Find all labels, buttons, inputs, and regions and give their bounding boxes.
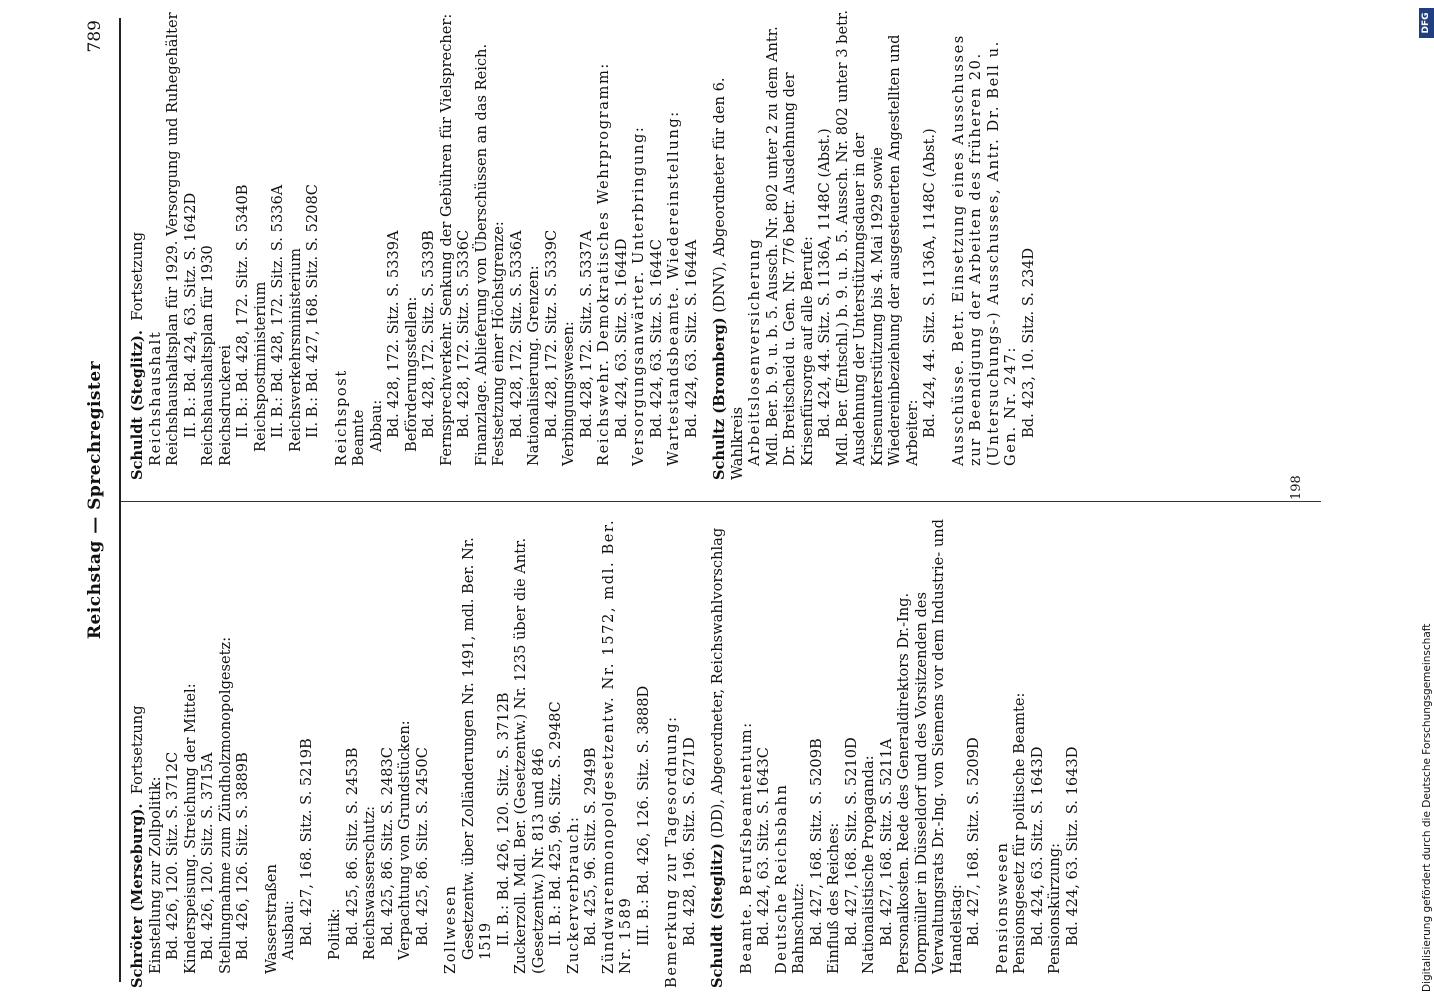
register-entry: Pensionswesen bbox=[993, 841, 1011, 974]
register-entry: Pensionskürzung: bbox=[1046, 843, 1063, 974]
register-entry: Wasserstraßen bbox=[262, 864, 280, 974]
speaker-name: Schuldt (Steglitz) bbox=[709, 843, 726, 988]
speaker-entry: Schröter (Merseburg). Fortsetzung bbox=[129, 705, 146, 988]
speaker-name: Schultz (Bromberg) bbox=[711, 317, 728, 480]
page-title: Reichstag — Sprechregister bbox=[85, 360, 105, 640]
register-entry: Fernsprechverkehr. Senkung der Gebühren für Vielsprecher: bbox=[437, 13, 455, 466]
register-entry: Bd. 428, 172. Sitz. S. 5339C bbox=[542, 229, 560, 438]
register-entry: Bd. 428, 172. Sitz. S. 5336A bbox=[507, 230, 525, 438]
register-entry: Personalkosten. Rede des Generaldirektors Dr.-Ing. Dorpmüller in Düsseldorf und des Vorsitzenden des Verwaltungsrats Dr.-Ing. von Siemens vor dem Industrie- und Handelstag: bbox=[895, 514, 965, 974]
register-entry: Bd. 424, 63. Sitz. S. 1644D bbox=[612, 238, 630, 438]
register-entry: Bd. 428, 196. Sitz. S. 6271D bbox=[680, 737, 698, 946]
register-entry: Bd. 425, 86. Sitz. S. 2483C bbox=[378, 747, 396, 946]
register-entry: II. B.: Bd. 424, 63. Sitz. S. 1642D bbox=[181, 192, 199, 438]
register-entry: III. B.: Bd. 426, 126. Sitz. S. 3888D bbox=[634, 685, 652, 946]
register-entry: Bemerkung zur Tagesordnung: bbox=[663, 715, 680, 988]
register-entry: Bd. 424, 63. Sitz. S. 1644C bbox=[647, 239, 665, 438]
register-entry: Bd. 428, 172. Sitz. S. 5339A bbox=[385, 230, 402, 438]
register-entry: Bd. 426, 126. Sitz. S. 3889B bbox=[234, 752, 251, 960]
register-entry: Bd. 426, 120. Sitz. S. 3712C bbox=[164, 751, 181, 960]
column-divider bbox=[121, 501, 1321, 502]
register-entry: Reichswasserschutz: bbox=[361, 805, 378, 960]
page-number: 789 bbox=[85, 20, 105, 53]
register-entry: II. B.: Bd. 425, 96. Sitz. S. 2948C bbox=[547, 701, 564, 946]
register-entry: Bd. 425, 86. Sitz. S. 2450C bbox=[413, 747, 431, 946]
register-entry: Verpachtung von Grundstücken: bbox=[396, 720, 413, 960]
register-entry: Bd. 424, 63. Sitz. S. 1643D bbox=[1028, 746, 1046, 946]
register-entry: Beamte bbox=[350, 409, 367, 466]
register-entry: Zuckerzoll. Mdl. Ber. (Gesetzentw.) Nr. 1235 über die Antr. (Gesetzentw.) Nr. 813 und 846 bbox=[512, 533, 547, 974]
register-entry: Reichshaushaltsplan für 1929. Versorgung und Ruhegehälter bbox=[164, 12, 181, 466]
register-entry: Bd. 425, 86. Sitz. S. 2453B bbox=[343, 747, 361, 946]
register-entry: Zollwesen bbox=[442, 884, 459, 974]
register-entry: Bd. 427, 168. Sitz. S. 5211A bbox=[877, 738, 895, 946]
register-entry: Nationalisierung. Grenzen: bbox=[525, 265, 542, 466]
register-entry: Finanzlage. Ablieferung von Überschüssen an das Reich. Festsetzung einer Höchstgrenze: bbox=[472, 39, 507, 466]
credit-text: Digitalisierung gefördert durch die Deutsche Forschungsgemeinschaft bbox=[1421, 623, 1433, 992]
register-entry: Beförderungsstellen: bbox=[402, 296, 420, 452]
left-column bbox=[129, 512, 1081, 988]
register-entry: Bd. 427, 168. Sitz. S. 5209D bbox=[965, 737, 982, 946]
register-entry: II. B.: Bd. 427, 168. Sitz. S. 5208C bbox=[304, 184, 321, 438]
register-entry: Reichsverkehrsministerium bbox=[286, 248, 304, 452]
register-entry: Bd. 428, 172. Sitz. S. 5336C bbox=[455, 229, 472, 438]
dfg-logo: DFG bbox=[1419, 8, 1434, 38]
register-entry: Versorgungsanwärter. Unterbringung: bbox=[630, 125, 647, 466]
register-entry: Bd. 428, 172. Sitz. S. 5337A bbox=[577, 230, 595, 438]
register-entry: Arbeitslosenversicherung bbox=[746, 237, 763, 466]
register-entry: Bd. 424, 44. Sitz. S. 1136A, 1148C (Abst.) bbox=[921, 128, 938, 438]
register-entry: Bd. 424, 44. Sitz. S. 1136A, 1148C (Abst.) bbox=[816, 128, 833, 438]
register-entry: Bd. 427, 168. Sitz. S. 5209B bbox=[807, 738, 825, 946]
register-entry: Einstellung zur Zollpolitik: bbox=[146, 776, 164, 974]
right-column bbox=[129, 5, 1037, 480]
register-entry: Ausbau: bbox=[280, 900, 297, 960]
speaker-entry: Schultz (Bromberg) (DNV), Abgeordneter für den 6. Wahlkreis bbox=[711, 72, 746, 480]
register-entry: Kinderspeisung. Streichung der Mittel: bbox=[181, 683, 199, 974]
register-entry: Reichspostministerium bbox=[251, 281, 269, 452]
digitization-credit bbox=[1418, 0, 1434, 1000]
register-entry: Reichsdruckerei bbox=[216, 344, 234, 466]
register-entry: Mdl. Ber. b. 9. u. b. 5. Aussch. Nr. 802 unter 2 zu dem Antr. Dr. Breitscheid u. Gen. Nr. 776 betr. Ausdehnung der Krisenfürsorge auf alle Berufe: bbox=[763, 21, 816, 466]
register-entry: Bd. 424, 63. Sitz. S. 1643D bbox=[1063, 746, 1081, 946]
footer-number: 198 bbox=[1289, 475, 1304, 500]
register-entry: Pensionsgesetz für politische Beamte: bbox=[1011, 692, 1028, 974]
register-entry: Bd. 427, 168. Sitz. S. 5219B bbox=[297, 738, 315, 946]
register-entry: Bd. 424, 63. Sitz. S. 1644A bbox=[682, 239, 700, 438]
register-entry: Bd. 425, 96. Sitz. S. 2949B bbox=[582, 747, 599, 946]
register-entry: Beamte. Berufsbeamtentum: bbox=[737, 721, 755, 974]
register-entry: Reichspost bbox=[332, 369, 350, 466]
register-entry: Bd. 423, 10. Sitz. S. 234D bbox=[1019, 247, 1037, 438]
register-entry: Politik: bbox=[326, 908, 343, 960]
register-entry: Reichshaushaltsplan für 1930 bbox=[199, 245, 216, 466]
register-entry: Deutsche Reichsbahn bbox=[772, 783, 790, 974]
register-entry: Stellungnahme zum Zündholzmonopolgesetz: bbox=[216, 636, 234, 974]
page-header bbox=[85, 0, 115, 1000]
register-entry: Zuckerverbrauch: bbox=[564, 815, 582, 974]
register-page bbox=[67, 0, 1357, 1000]
register-entry: Bahnschutz: bbox=[790, 882, 807, 974]
register-entry: Gesetzentw. über Zolländerungen Nr. 1491, mdl. Ber. Nr. 1519 bbox=[459, 532, 494, 960]
register-entry: Mdl. Ber. (Entschl.) b. 9. u. b. 5. Aussch. Nr. 802 unter 3 betr. Ausdehnung der Unterstützungsdauer in der Krisenunterstützung bis 4. Mai 1929 sowie Wiedereinbeziehung der ausgesteuerten Angestellten und Arbeiter: bbox=[833, 5, 921, 466]
register-entry: Verbingungswesen: bbox=[560, 321, 577, 466]
speaker-entry: Schuldt (Steglitz). Fortsetzung bbox=[129, 231, 146, 480]
register-entry: Bd. 426, 120. Sitz. S. 3715A bbox=[199, 752, 216, 960]
register-entry: II. B.: Bd. 428, 172. Sitz. S. 5336A bbox=[269, 184, 286, 438]
register-entry: Reichswehr. Demokratisches Wehrprogramm: bbox=[595, 62, 612, 466]
register-entry: II. B.: Bd. 428, 172. Sitz. S. 5340B bbox=[234, 184, 251, 438]
speaker-name: Schröter (Merseburg). bbox=[129, 803, 146, 988]
register-entry: Zündwarenmonopolgesetzentw. Nr. 1572, mdl. Ber. Nr. 1589 bbox=[599, 512, 634, 974]
register-entry: Bd. 427, 168. Sitz. S. 5210D bbox=[842, 737, 860, 946]
register-entry: Bd. 428, 172. Sitz. S. 5339B bbox=[420, 230, 437, 438]
register-entry: Abbau: bbox=[367, 399, 385, 452]
register-entry: Nationalistische Propaganda: bbox=[860, 755, 877, 974]
register-entry: Reichshaushalt bbox=[146, 330, 164, 466]
register-entry: Ausschüsse. Betr. Einsetzung eines Ausschusses zur Beendigung der Arbeiten des früheren 20. (Untersuchungs-) Ausschusses, Antr. Dr. Bell u. Gen. Nr. 247: bbox=[949, 27, 1019, 466]
speaker-entry: Schuldt (Steglitz) (DD), Abgeordneter, Reichswahlvorschlag bbox=[709, 527, 726, 988]
speaker-name: Schuldt (Steglitz). bbox=[129, 330, 146, 480]
register-entry: Bd. 424, 63. Sitz. S. 1643C bbox=[755, 747, 772, 946]
register-entry: Wartestandsbeamte. Wiedereinstellung: bbox=[665, 110, 682, 466]
register-entry: Einfluß des Reiches: bbox=[825, 822, 842, 974]
register-entry: II. B.: Bd. 426, 120. Sitz. S. 3712B bbox=[494, 692, 512, 946]
